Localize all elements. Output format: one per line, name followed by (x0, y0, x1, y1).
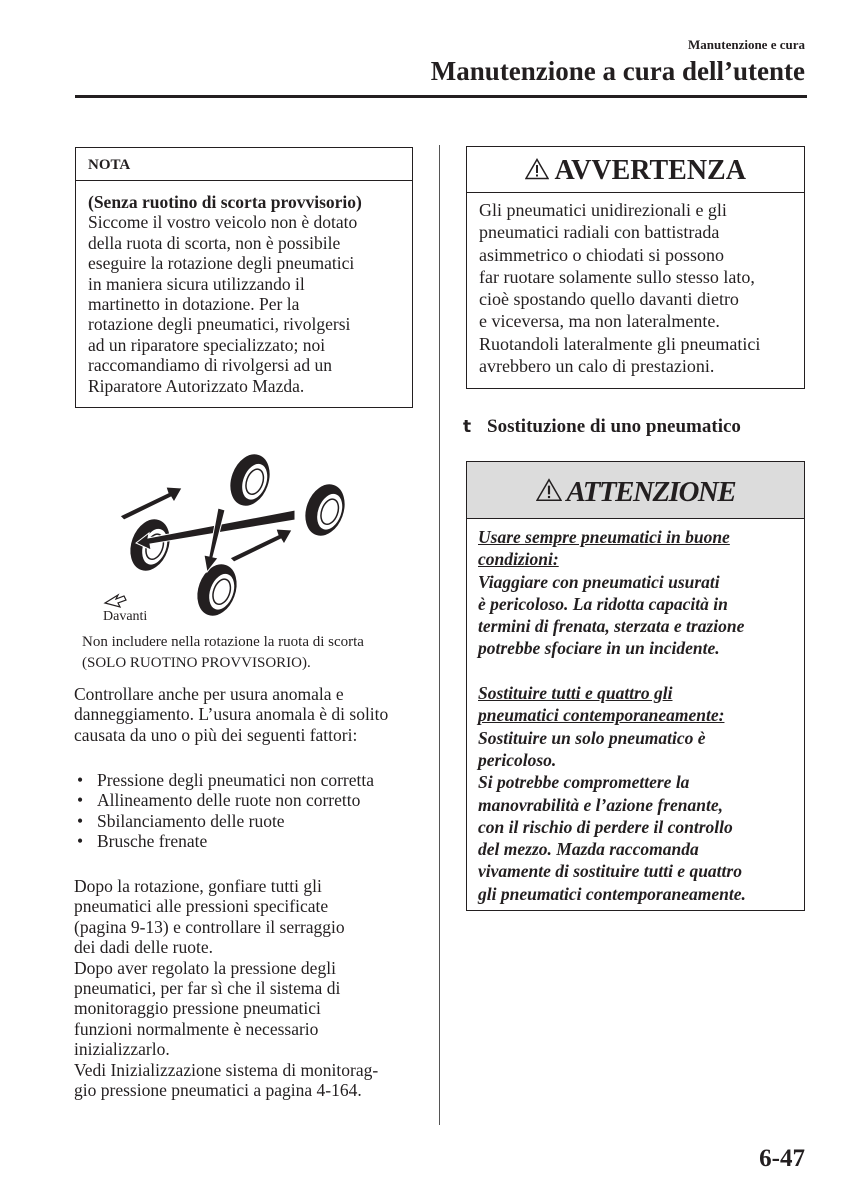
avvertenza-title: AVVERTENZA (554, 155, 746, 186)
text-line: cioè spostando quello davanti dietro (479, 289, 739, 310)
nota-line: Siccome il vostro veicolo non è dotato (88, 212, 358, 233)
nota-line: della ruota di scorta, non è possibile (88, 232, 341, 253)
nota-line: rotazione degli pneumatici, rivolgersi (88, 314, 351, 335)
warning-triangle-icon (536, 478, 562, 502)
text-line: (pagina 9-13) e controllare il serraggio (74, 916, 345, 937)
text-line: danneggiamento. L’usura anomala è di solito (74, 704, 389, 725)
text-line: del mezzo. Mazda raccomanda (478, 839, 699, 860)
avvertenza-header (467, 147, 804, 193)
text-line: dei dadi delle ruote. (74, 937, 213, 958)
header-rule (75, 95, 807, 98)
warning-triangle-icon (525, 158, 549, 180)
section-heading (463, 416, 741, 438)
nota-line: raccomandiamo di rivolgersi ad un (88, 355, 332, 376)
text-line: inizializzarlo. (74, 1039, 170, 1060)
column-divider (439, 145, 440, 1125)
section-marker: t (463, 417, 472, 437)
text-line: Viaggiare con pneumatici usurati (478, 571, 720, 592)
block-heading: condizioni: (478, 549, 559, 570)
text-line: potrebbe sfociare in un incidente. (478, 638, 720, 659)
text-line: funzioni normalmente è necessario (74, 1018, 319, 1039)
after-paragraph (74, 876, 378, 1100)
text-line: pneumatici radiali con battistrada (479, 222, 720, 243)
text-line: Dopo aver regolato la pressione degli (74, 957, 336, 978)
text-line: termini di frenata, sterzata e trazione (478, 616, 745, 637)
text-line: e viceversa, ma non lateralmente. (479, 311, 720, 332)
nota-line: martinetto in dotazione. Per la (88, 294, 300, 315)
text-line: Vedi Inizializzazione sistema di monitorag- (74, 1059, 379, 1080)
nota-box (75, 147, 413, 408)
attenzione-box (466, 461, 805, 911)
text-line: pericoloso. (478, 749, 557, 770)
nota-line: eseguire la rotazione degli pneumatici (88, 253, 355, 274)
caption-line: (SOLO RUOTINO PROVVISORIO). (82, 655, 311, 671)
text-line: gio pressione pneumatici a pagina 4-164. (74, 1080, 362, 1101)
intro-paragraph (74, 684, 388, 745)
attenzione-body (467, 519, 804, 905)
list-item: • Allineamento delle ruote non corretto (74, 790, 374, 810)
text-line: Dopo la rotazione, gonfiare tutti gli (74, 876, 322, 896)
avvertenza-box (466, 146, 805, 389)
text-line: Ruotandoli lateralmente gli pneumatici (479, 333, 761, 354)
text-line: far ruotare solamente sullo stesso lato, (479, 266, 755, 287)
list-item: • Sbilanciamento delle ruote (74, 811, 374, 831)
nota-line: in maniera sicura utilizzando il (88, 273, 305, 294)
text-line: pneumatici, per far sì che il sistema di (74, 978, 341, 999)
section-label: Manutenzione e cura (688, 37, 805, 52)
attenzione-header (467, 462, 804, 519)
tire-icon (124, 449, 351, 620)
page-title: Manutenzione a cura dell’utente (430, 56, 805, 86)
text-line: gli pneumatici contemporaneamente. (478, 883, 746, 904)
page-number: 6-47 (759, 1145, 805, 1172)
block-heading: Sostituire tutti e quattro gli (478, 683, 673, 704)
list-item: • Brusche frenate (74, 831, 374, 851)
section-heading-text: Sostituzione di uno pneumatico (487, 416, 741, 437)
attenzione-title: ATTENZIONE (566, 476, 736, 508)
tire-rotation-diagram (100, 440, 370, 620)
block-heading: pneumatici contemporaneamente: (478, 705, 725, 726)
nota-header (76, 148, 412, 181)
text-line: pneumatici alle pressioni specificate (74, 896, 329, 917)
text-line: causata da uno o più dei seguenti fattori: (74, 724, 358, 745)
text-line: manovrabilità e l’azione frenante, (478, 794, 723, 815)
nota-line: Riparatore Autorizzato Mazda. (88, 375, 305, 396)
text-line: vivamente di sostituire tutti e quattro (478, 861, 742, 882)
cause-list (74, 770, 374, 852)
list-item: • Pressione degli pneumatici non corretta (74, 770, 374, 790)
text-line: Gli pneumatici unidirezionali e gli (479, 200, 727, 220)
text-line: monitoraggio pressione pneumatici (74, 998, 321, 1019)
nota-subtitle: (Senza ruotino di scorta provvisorio) (88, 192, 362, 212)
text-line: asimmetrico o chiodati si possono (479, 244, 724, 265)
nota-line: ad un riparatore specializzato; noi (88, 334, 326, 355)
text-line: avrebbero un calo di prestazioni. (479, 356, 715, 377)
text-line: Sostituire un solo pneumatico è (478, 727, 706, 748)
text-line: con il rischio di perdere il controllo (478, 816, 733, 837)
nota-label: NOTA (88, 157, 131, 173)
text-line: Si potrebbe compromettere la (478, 772, 690, 793)
avvertenza-body (467, 193, 804, 377)
front-label: Davanti (103, 609, 148, 624)
nota-body (76, 181, 412, 396)
front-direction-icon (105, 595, 126, 607)
text-line: è pericoloso. La ridotta capacità in (478, 593, 728, 614)
caption-line: Non includere nella rotazione la ruota di scorta (82, 634, 364, 650)
text-line: Controllare anche per usura anomala e (74, 684, 344, 704)
block-heading: Usare sempre pneumatici in buone (478, 527, 730, 547)
figure-caption (82, 632, 364, 674)
